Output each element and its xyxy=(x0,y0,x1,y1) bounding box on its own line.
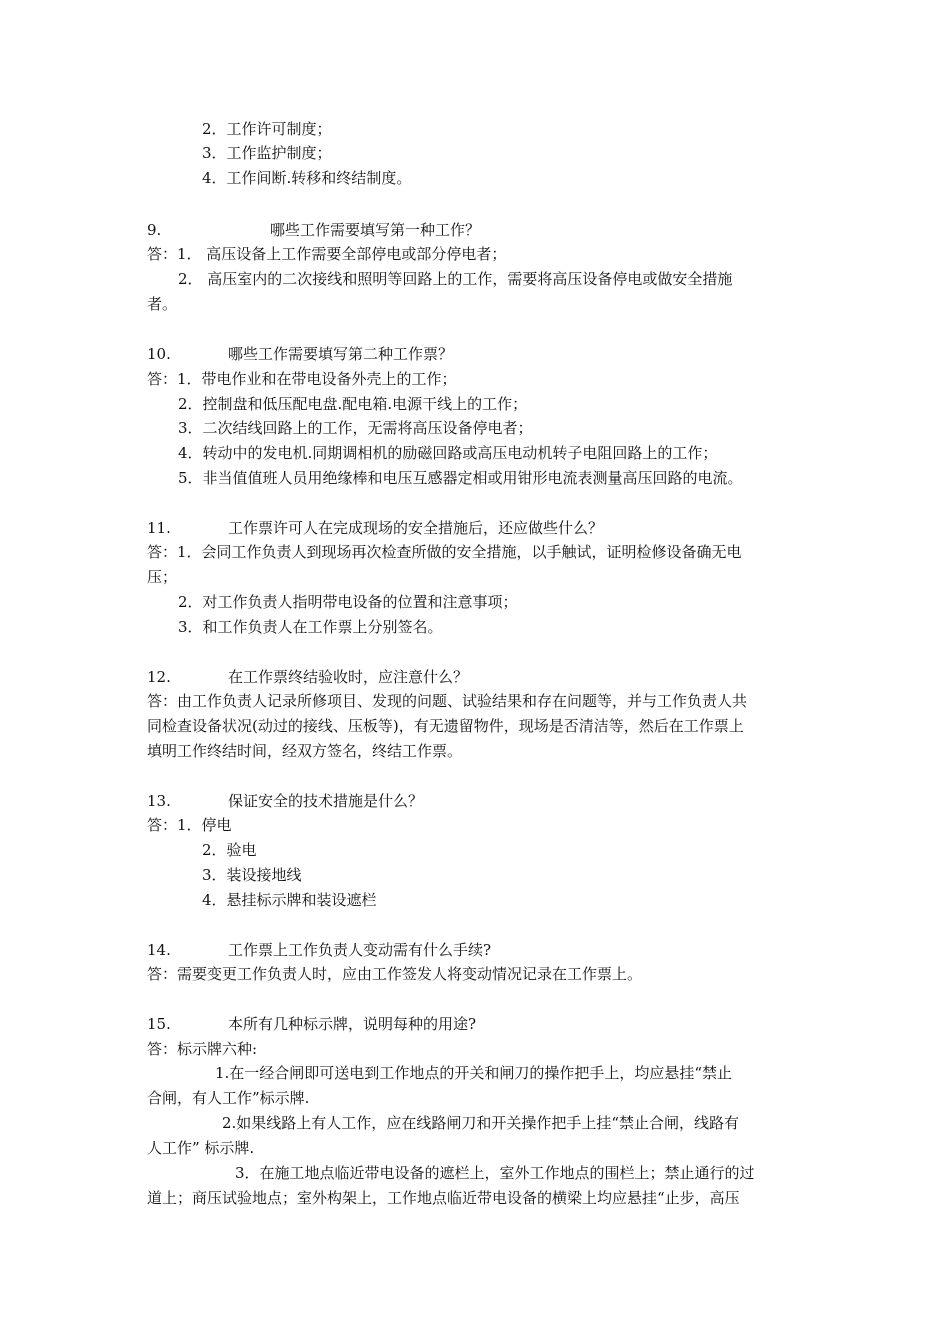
answer-line: 压； xyxy=(147,568,178,586)
answer-line: 合闸，有人工作”标示牌. xyxy=(147,1089,310,1107)
answer-line: 答：由工作负责人记录所修项目、发现的问题、试验结果和存在问题等，并与工作负责人共 xyxy=(147,692,748,710)
list-item: 3．工作监护制度； xyxy=(202,144,332,162)
answer-line: 4．转动中的发电机.同期调相机的励磁回路或高压电动机转子电阻回路上的工作； xyxy=(178,444,718,462)
answer-line: 3．在施工地点临近带电设备的遮栏上，室外工作地点的围栏上；禁止通行的过 xyxy=(235,1164,755,1182)
question-number: 15. xyxy=(147,1015,171,1033)
answer-line: 2．控制盘和低压配电盘.配电箱.电源干线上的工作； xyxy=(178,395,528,413)
answer-line: 5．非当值值班人员用绝缘棒和电压互感器定相或用钳形电流表测量高压回路的电流。 xyxy=(178,469,743,487)
answer-line: 答：标示牌六种: xyxy=(147,1040,258,1058)
answer-line: 人工作” 标示牌. xyxy=(147,1139,255,1157)
question-text: 本所有几种标示牌，说明每种的用途? xyxy=(228,1015,477,1033)
answer-line: 2.如果线路上有人工作，应在线路闸刀和开关操作把手上挂“禁止合闸，线路有 xyxy=(222,1114,739,1132)
question-number: 9. xyxy=(147,221,162,239)
question-text: 工作票许可人在完成现场的安全措施后，还应做些什么？ xyxy=(228,519,604,537)
question-number: 14. xyxy=(147,941,171,959)
answer-line: 同检查设备状况(动过的接线、压板等)，有无遗留物件，现场是否清洁等，然后在工作票上 xyxy=(147,717,744,735)
question-text: 工作票上工作负责人变动需有什么手续? xyxy=(228,941,492,959)
answer-line: 答：1．会同工作负责人到现场再次检查所做的安全措施，以手触试，证明检修设备确无电 xyxy=(147,543,742,561)
answer-line: 答：需要变更工作负责人时，应由工作签发人将变动情况记录在工作票上。 xyxy=(147,965,643,983)
question-number: 10. xyxy=(147,345,171,363)
question-text: 哪些工作需要填写第二种工作票？ xyxy=(228,345,454,363)
answer-line: 答：1．停电 xyxy=(147,816,232,834)
answer-line: 填明工作终结时间，经双方签名，终结工作票。 xyxy=(147,742,463,760)
question-number: 12. xyxy=(147,668,171,686)
answer-line: 者。 xyxy=(147,295,178,313)
answer-line: 3．和工作负责人在工作票上分别签名。 xyxy=(178,618,443,636)
answer-line: 3．装设接地线 xyxy=(202,866,302,884)
answer-line: 4．悬挂标示牌和装设遮栏 xyxy=(202,891,377,909)
question-text: 保证安全的技术措施是什么？ xyxy=(228,792,424,810)
answer-line: 1.在一经合闸即可送电到工作地点的开关和闸刀的操作把手上，均应悬挂“禁止 xyxy=(215,1064,732,1082)
list-item: 4．工作间断.转移和终结制度。 xyxy=(202,169,412,187)
answer-line: 2．对工作负责人指明带电设备的位置和注意事项； xyxy=(178,593,518,611)
answer-line: 2． 高压室内的二次接线和照明等回路上的工作，需要将高压设备停电或做安全措施 xyxy=(178,270,733,288)
answer-line: 道上；商压试验地点；室外构架上，工作地点临近带电设备的横梁上均应悬挂“止步，高压 xyxy=(147,1189,740,1207)
answer-line: 2．验电 xyxy=(202,841,257,859)
answer-line: 答：1． 高压设备上工作需要全部停电或部分停电者； xyxy=(147,245,507,263)
list-item: 2．工作许可制度； xyxy=(202,120,332,138)
question-number: 11. xyxy=(147,519,171,537)
answer-line: 答：1．带电作业和在带电设备外壳上的工作； xyxy=(147,370,457,388)
answer-line: 3．二次结线回路上的工作，无需将高压设备停电者； xyxy=(178,419,533,437)
question-text: 在工作票终结验收时，应注意什么？ xyxy=(228,668,469,686)
question-text: 哪些工作需要填写第一种工作？ xyxy=(270,221,481,239)
question-number: 13. xyxy=(147,792,171,810)
